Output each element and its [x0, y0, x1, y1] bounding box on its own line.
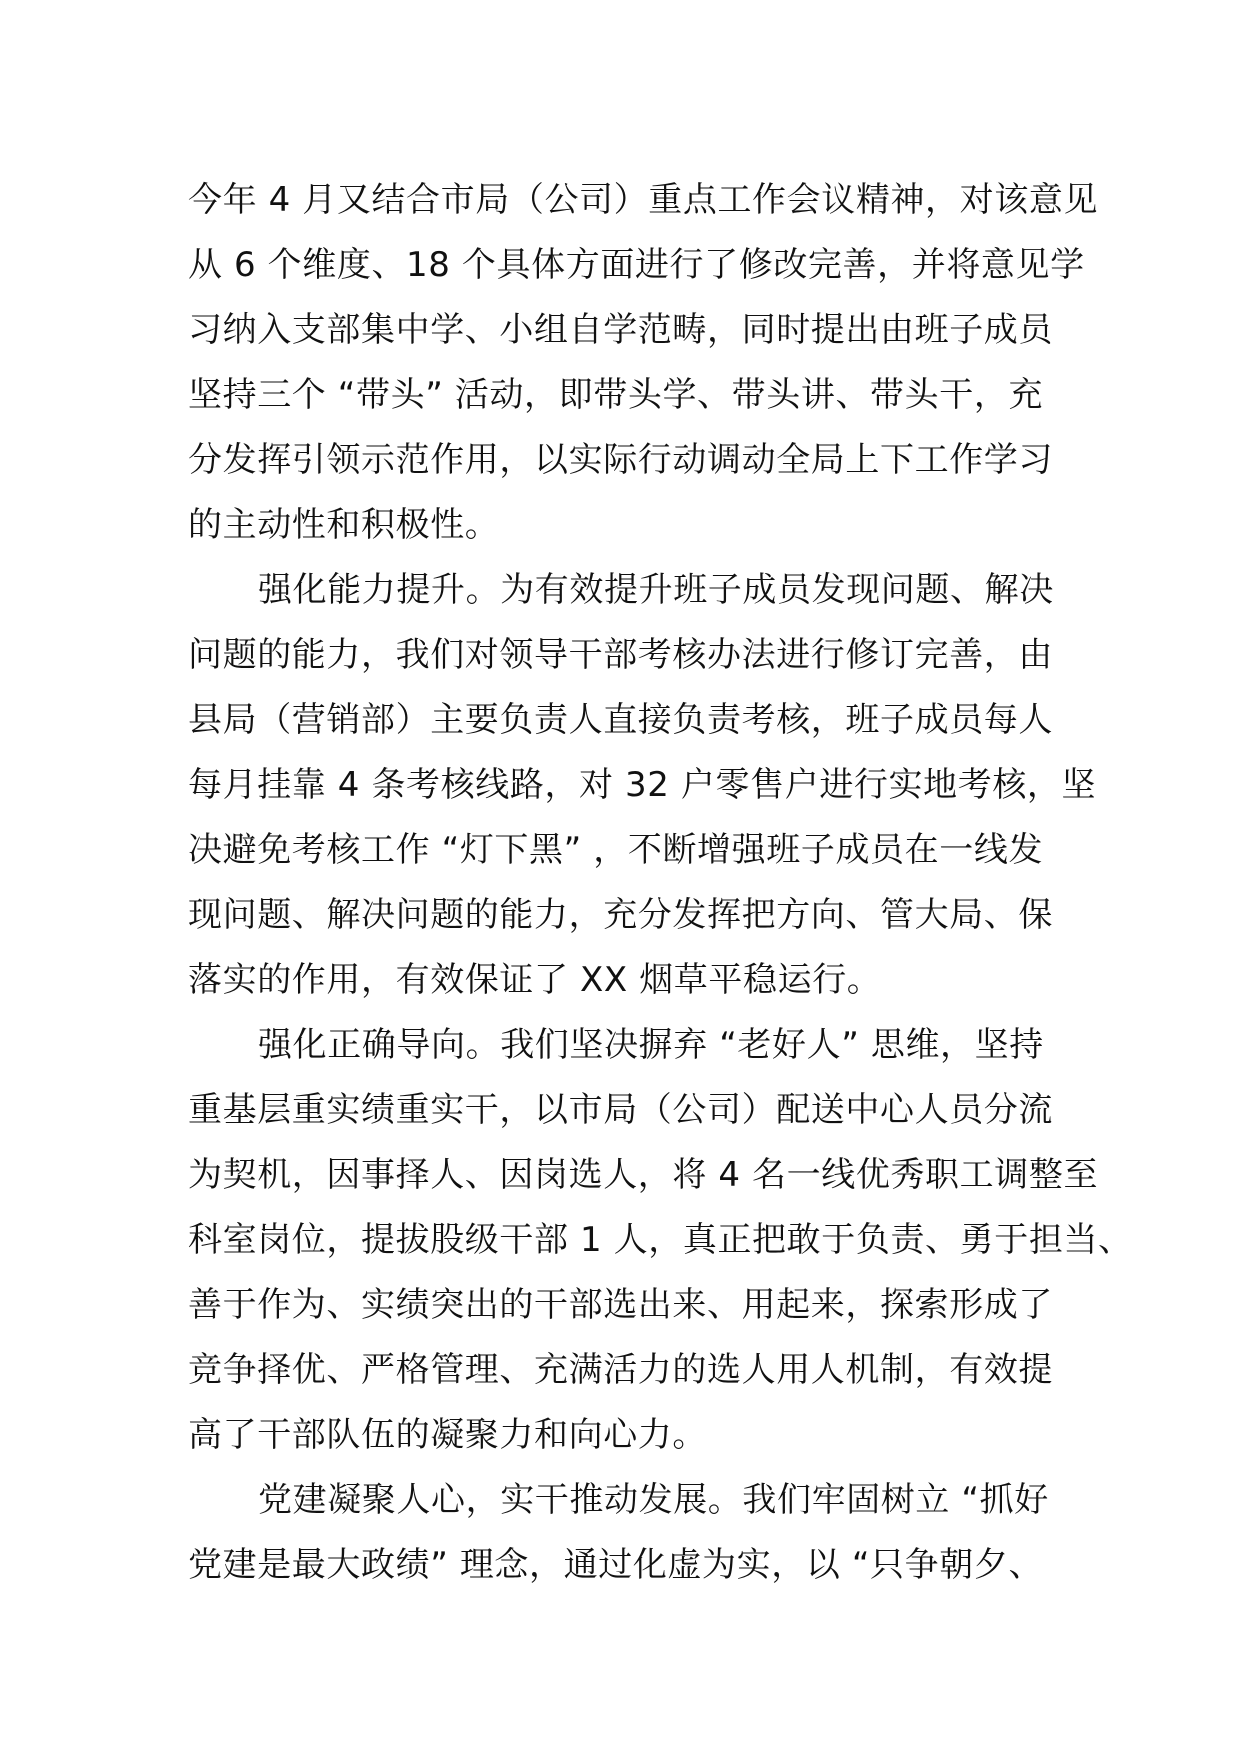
body-text	[188, 168, 1133, 1598]
text-line: 善于作为、实绩突出的干部选出来、用起来，探索形成了	[188, 1285, 1053, 1325]
text-line: 问题的能力，我们对领导干部考核办法进行修订完善，由	[188, 635, 1053, 675]
text-line: 的主动性和积极性。	[188, 505, 500, 545]
text-line: 落实的作用，有效保证了 XX 烟草平稳运行。	[188, 960, 882, 1000]
text-line: 每月挂靠 4 条考核线路，对 32 户零售户进行实地考核，坚	[188, 765, 1097, 805]
text-line: 决避免考核工作 “灯下黑” ，不断增强班子成员在一线发	[188, 830, 1044, 870]
text-line: 今年 4 月又结合市局（公司）重点工作会议精神，对该意见	[188, 180, 1099, 220]
text-line: 现问题、解决问题的能力，充分发挥把方向、管大局、保	[188, 895, 1053, 935]
text-line: 坚持三个 “带头” 活动，即带头学、带头讲、带头干，充	[188, 375, 1044, 415]
text-line: 习纳入支部集中学、小组自学范畴，同时提出由班子成员	[188, 310, 1053, 350]
text-line: 科室岗位，提拔股级干部 1 人，真正把敢于负责、勇于担当、	[188, 1220, 1133, 1260]
text-line: 从 6 个维度、18 个具体方面进行了修改完善，并将意见学	[188, 245, 1085, 285]
paragraph-start-line: 强化能力提升。为有效提升班子成员发现问题、解决	[258, 570, 1054, 610]
text-line: 为契机，因事择人、因岗选人，将 4 名一线优秀职工调整至	[188, 1155, 1099, 1195]
text-line: 党建是最大政绩” 理念，通过化虚为实，以 “只争朝夕、	[188, 1545, 1044, 1585]
text-line: 重基层重实绩重实干，以市局（公司）配送中心人员分流	[188, 1090, 1053, 1130]
paragraph-start-line: 党建凝聚人心，实干推动发展。我们牢固树立 “抓好	[258, 1480, 1049, 1520]
text-line: 高了干部队伍的凝聚力和向心力。	[188, 1415, 707, 1455]
text-line: 竞争择优、严格管理、充满活力的选人用人机制，有效提	[188, 1350, 1053, 1390]
text-line: 县局（营销部）主要负责人直接负责考核，班子成员每人	[188, 700, 1053, 740]
paragraph-start-line: 强化正确导向。我们坚决摒弃 “老好人” 思维，坚持	[258, 1025, 1044, 1065]
text-line: 分发挥引领示范作用，以实际行动调动全局上下工作学习	[188, 440, 1053, 480]
